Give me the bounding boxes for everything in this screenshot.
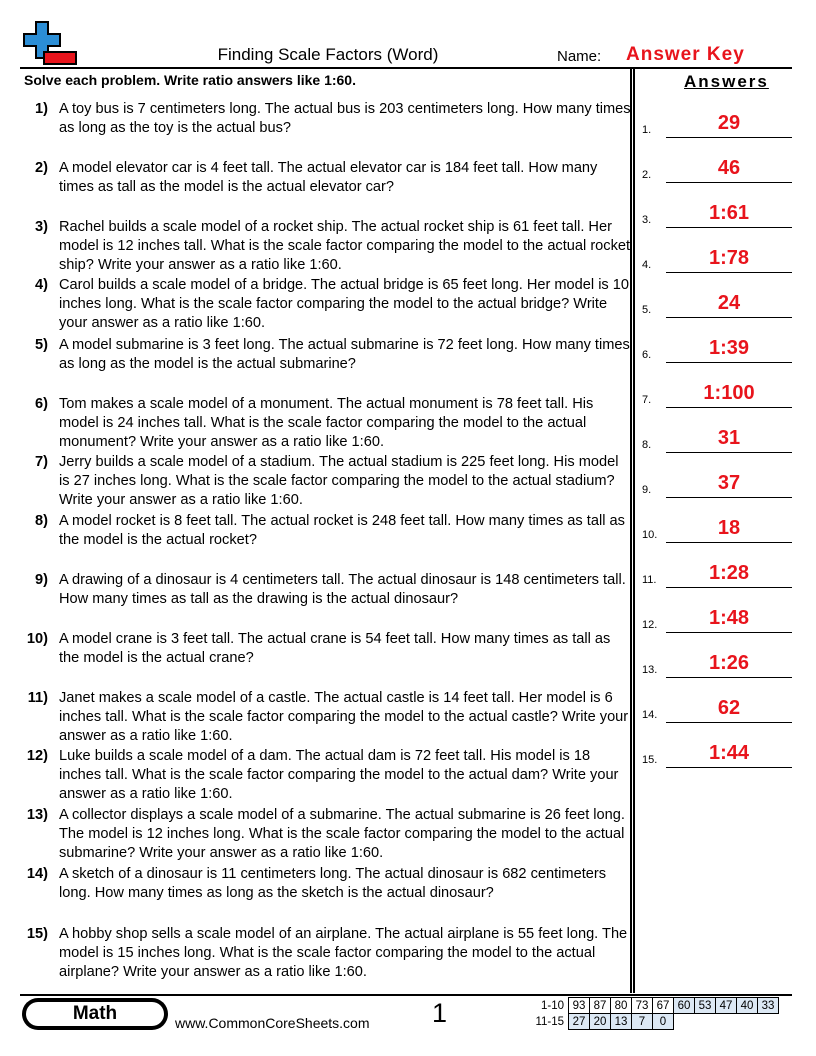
score-cell: 33 [758,998,779,1014]
problem-number: 7) [35,454,48,470]
answer-line [666,407,792,408]
answer-value: 46 [717,157,741,179]
answer-13 [642,650,792,680]
answer-3 [642,200,792,230]
score-cell: 93 [569,998,590,1014]
problem-number: 1) [35,101,48,117]
problem-number: 2) [35,160,48,176]
problem-text: Rachel builds a scale model of a rocket ship. The actual rocket ship is 61 feet tall. Her model is 12 inches tall. What is the scale factor comparing the model to the actual rocket ship? Write your answer as a ratio like 1:60. [59,219,631,273]
answer-number: 15. [642,754,658,766]
answers-heading: Answers [684,72,769,91]
answer-14 [642,695,792,725]
answer-line [666,272,792,273]
problem-number: 14) [26,866,48,882]
problem-7 [20,453,632,510]
score-cell: 47 [716,998,737,1014]
answer-number: 5. [642,304,652,316]
score-table [524,997,779,1030]
problem-number: 4) [35,277,48,293]
answer-12 [642,605,792,635]
subject-label: Math [26,1002,164,1026]
answer-value: 62 [717,697,741,719]
score-cell: 0 [653,1014,674,1030]
answer-value: 24 [717,292,741,314]
problem-text: A drawing of a dinosaur is 4 centimeters tall. The actual dinosaur is 148 centimeters tall. How many times as tall as the drawing is the actual dinosaur? [59,572,626,607]
answer-number: 9. [642,484,652,496]
problem-number: 3) [35,219,48,235]
answer-line [666,722,792,723]
problem-14 [20,865,632,903]
answer-key-label: Answer Key [626,44,745,65]
problem-8 [20,512,632,550]
problem-text: Janet makes a scale model of a castle. The actual castle is 14 feet tall. Her model is 6 inches tall. What is the scale factor comparing the model to the actual castle? Write your answer as a ratio like 1:60. [59,690,629,744]
answer-7 [642,380,792,410]
problem-4 [20,276,632,333]
problem-text: Carol builds a scale model of a bridge. The actual bridge is 65 feet long. Her model is 10 inches long. What is the scale factor comparing the model to the actual bridge? Write your answer as a ratio like 1:60. [59,277,630,331]
answer-value: 18 [717,517,741,539]
answer-line [666,452,792,453]
answer-8 [642,425,792,455]
problem-text: A sketch of a dinosaur is 11 centimeters long. The actual dinosaur is 682 centimeters long. How many times as long as the sketch is the actual dinosaur? [59,866,607,901]
score-row-11-15 [524,1014,779,1030]
answer-1 [642,110,792,140]
answer-number: 4. [642,259,652,271]
score-cell: 80 [611,998,632,1014]
footer-divider [20,994,792,996]
problem-text: A collector displays a scale model of a submarine. The actual submarine is 26 feet long. The model is 12 inches long. What is the scale factor comparing the model to the actual submarine? Write your answer as a ratio like 1:60. [59,807,625,861]
answer-value: 1:61 [708,202,750,224]
answer-11 [642,560,792,590]
problem-number: 15) [26,926,48,942]
header-divider [20,67,792,69]
problem-1 [20,100,632,138]
score-row-1-10 [524,998,779,1014]
score-range-label: 1-10 [540,999,564,1012]
answer-6 [642,335,792,365]
problem-number: 13) [26,807,48,823]
score-cell: 53 [695,998,716,1014]
score-cell: 60 [674,998,695,1014]
worksheet-title: Finding Scale Factors (Word) [217,45,439,64]
answer-value: 1:44 [708,742,750,764]
answer-line [666,182,792,183]
problem-11 [20,689,632,746]
problem-number: 9) [35,572,48,588]
problem-number: 5) [35,337,48,353]
problem-13 [20,806,632,863]
problem-5 [20,336,632,374]
score-cell: 40 [737,998,758,1014]
answer-4 [642,245,792,275]
answer-value: 37 [717,472,741,494]
answer-9 [642,470,792,500]
answer-number: 14. [642,709,658,721]
answer-number: 11. [642,574,657,586]
answer-line [666,677,792,678]
name-label: Name: [557,48,602,65]
answer-number: 2. [642,169,652,181]
score-cell: 67 [653,998,674,1014]
score-cell: 27 [569,1014,590,1030]
answer-value: 1:78 [708,247,750,269]
answer-number: 3. [642,214,652,226]
problem-text: A model elevator car is 4 feet tall. The actual elevator car is 184 feet tall. How many times as tall as the model is the actual elevator car? [59,160,598,195]
answer-line [666,137,792,138]
answer-line [666,542,792,543]
score-cell: 13 [611,1014,632,1030]
instructions: Solve each problem. Write ratio answers like 1:60. [24,72,356,88]
website-link[interactable]: www.CommonCoreSheets.com [175,1015,370,1031]
problem-text: A toy bus is 7 centimeters long. The actual bus is 203 centimeters long. How many times as long as the toy is the actual bus? [59,101,631,136]
problem-text: A model submarine is 3 feet long. The actual submarine is 72 feet long. How many times as long as the model is the actual submarine? [59,337,630,372]
answer-line [666,317,792,318]
answer-5 [642,290,792,320]
problem-number: 8) [35,513,48,529]
answer-number: 8. [642,439,652,451]
answer-number: 10. [642,529,658,541]
answer-value: 1:28 [708,562,750,584]
problem-2 [20,159,632,197]
answer-value: 29 [717,112,741,134]
page-number: 1 [432,998,448,1028]
problem-9 [20,571,632,609]
answer-number: 1. [642,124,652,136]
problem-text: Jerry builds a scale model of a stadium. The actual stadium is 225 feet long. His model is 27 inches long. What is the scale factor comparing the model to the actual stadium? Write your answer as a ratio like 1:60. [59,454,619,508]
problem-text: A model rocket is 8 feet tall. The actual rocket is 248 feet tall. How many times as tall as the model is the actual rocket? [59,513,625,548]
answer-number: 12. [642,619,658,631]
problem-number: 10) [26,631,48,647]
answer-number: 13. [642,664,658,676]
problem-text: A hobby shop sells a scale model of an airplane. The actual airplane is 55 feet long. The model is 15 inches long. What is the scale factor comparing the model to the actual airplane? Write your answer as a ratio like 1:60. [59,926,628,980]
answer-value: 1:48 [708,607,750,629]
score-range-label: 11-15 [535,1015,564,1028]
problem-text: A model crane is 3 feet tall. The actual crane is 54 feet tall. How many times as tall as the model is the actual crane? [59,631,611,666]
answer-value: 31 [717,427,741,449]
answer-value: 1:26 [708,652,750,674]
problem-6 [20,395,632,452]
answer-line [666,587,792,588]
answer-10 [642,515,792,545]
problem-10 [20,630,632,668]
answer-number: 6. [642,349,652,361]
problem-text: Tom makes a scale model of a monument. The actual monument is 78 feet tall. His model is 24 inches tall. What is the scale factor comparing the model to the actual monument? Write your answer as a ratio like 1:60. [59,396,594,450]
score-cell: 87 [590,998,611,1014]
subject-badge [22,998,168,1030]
problem-12 [20,747,632,804]
answer-value: 1:39 [708,337,750,359]
score-cell: 73 [632,998,653,1014]
problem-number: 11) [27,690,48,706]
answer-line [666,227,792,228]
problem-number: 6) [35,396,48,412]
problem-15 [20,925,632,982]
answer-2 [642,155,792,185]
problem-3 [20,218,632,275]
answer-value: 1:100 [703,382,755,404]
answer-number: 7. [642,394,652,406]
problem-number: 12) [26,748,48,764]
score-cell: 20 [590,1014,611,1030]
answer-line [666,632,792,633]
problem-text: Luke builds a scale model of a dam. The actual dam is 72 feet tall. His model is 18 inches tall. What is the scale factor comparing the model to the actual dam? Write your answer as a ratio like 1:60. [59,748,619,802]
answer-line [666,767,792,768]
answer-15 [642,740,792,770]
answer-line [666,362,792,363]
answer-line [666,497,792,498]
score-cell: 7 [632,1014,653,1030]
